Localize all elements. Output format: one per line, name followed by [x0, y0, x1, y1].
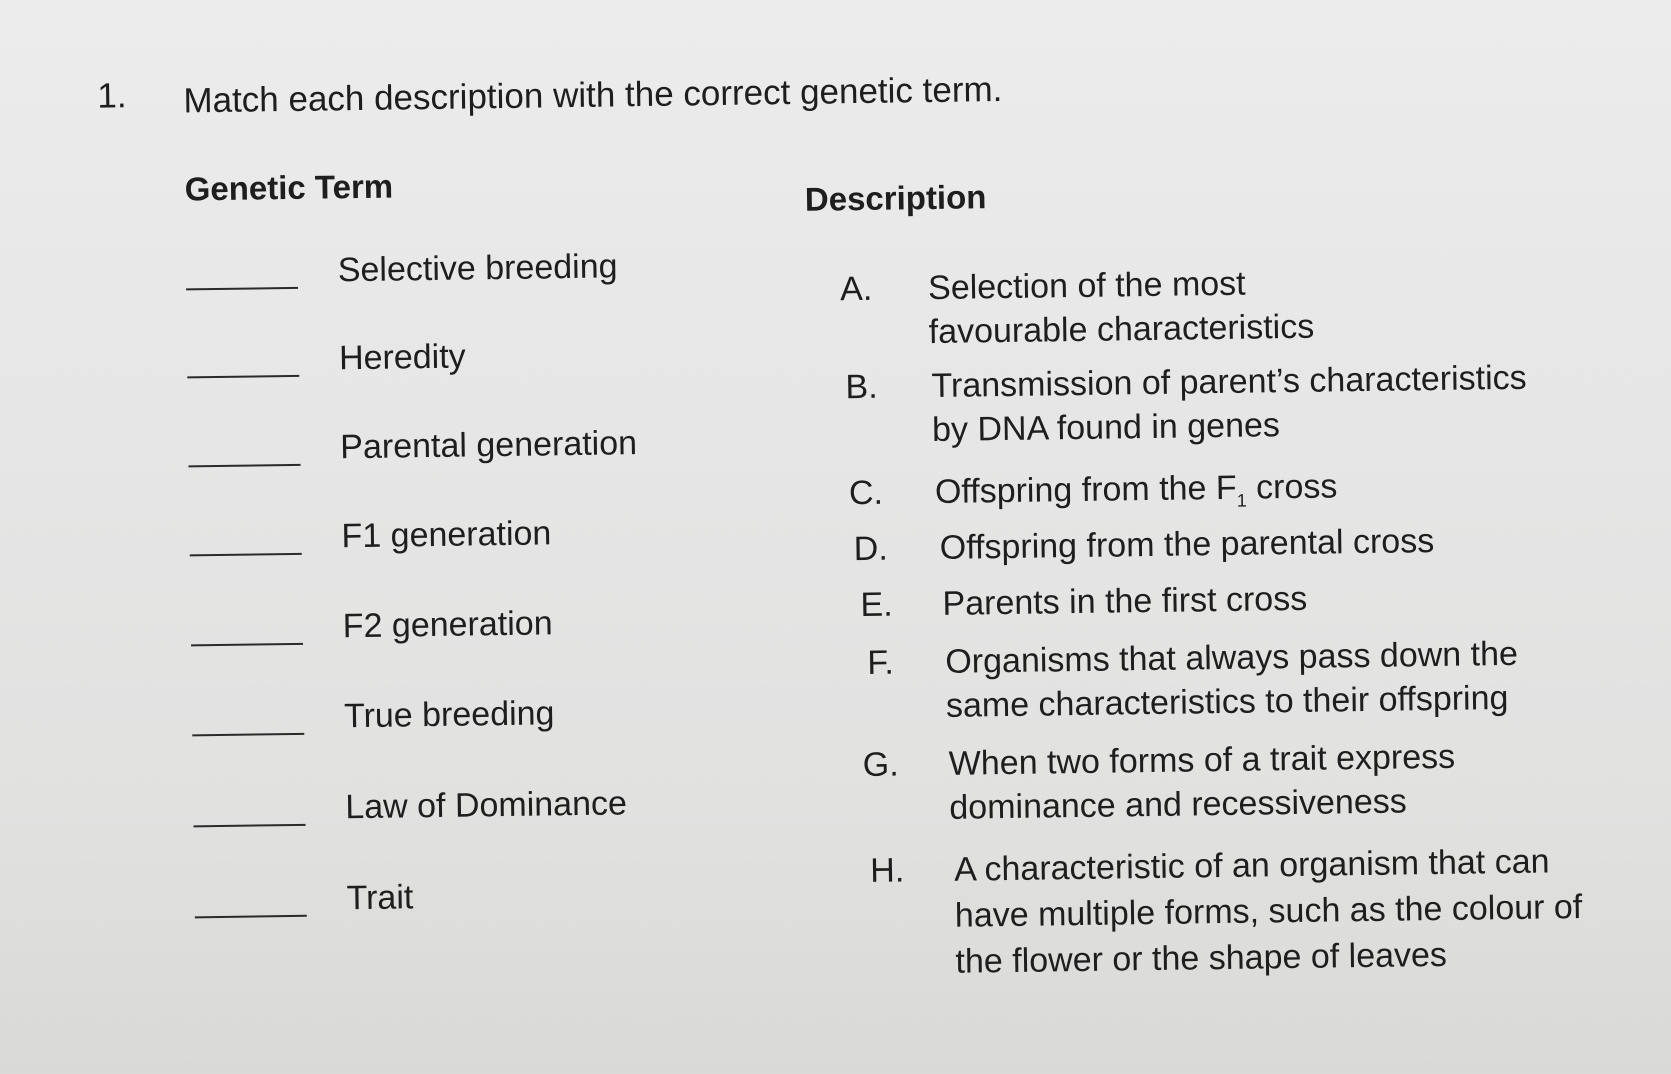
answer-blank[interactable] [191, 643, 303, 647]
description-letter: A. [839, 269, 873, 309]
term-label: True breeding [343, 694, 555, 736]
description-text: Transmission of parent’s characteristics [931, 358, 1527, 406]
description-header: Description [804, 178, 987, 218]
answer-blank[interactable] [186, 287, 298, 291]
term-label: Trait [346, 878, 414, 918]
description-text: Offspring from the $F_1$ cross [934, 467, 1338, 511]
description-text: by DNA found in genes [931, 406, 1281, 450]
term-label: Selective breeding [337, 247, 618, 290]
description-text: have multiple forms, such as the colour of [954, 887, 1583, 935]
description-text: the flower or the shape of leaves [955, 935, 1448, 981]
question-number: 1. [97, 76, 127, 116]
description-text: Selection of the most [927, 264, 1246, 308]
answer-blank[interactable] [192, 733, 304, 737]
answer-blank[interactable] [195, 915, 307, 919]
description-text: When two forms of a trait express [948, 737, 1456, 783]
description-text: same characteristics to their offspring [945, 679, 1509, 725]
answer-blank[interactable] [189, 464, 301, 468]
term-label: Heredity [338, 337, 466, 378]
term-label: F1 generation [341, 514, 552, 556]
description-letter: F. [867, 643, 895, 682]
description-text: A characteristic of an organism that can [953, 842, 1550, 889]
description-text: favourable characteristics [928, 307, 1315, 352]
description-letter: E. [860, 585, 893, 625]
description-letter: D. [853, 529, 889, 569]
genetic-term-header: Genetic Term [184, 167, 394, 208]
description-text: Offspring from the parental cross [939, 522, 1435, 567]
term-label: F2 generation [342, 604, 553, 646]
description-letter: B. [845, 367, 878, 407]
answer-blank[interactable] [187, 375, 299, 379]
question-prompt: Match each description with the correct genetic term. [183, 70, 1003, 121]
answer-blank[interactable] [194, 824, 306, 828]
description-text: dominance and recessiveness [949, 782, 1407, 827]
description-letter: C. [848, 473, 884, 513]
description-text: Parents in the first cross [942, 579, 1308, 623]
description-letter: G. [862, 745, 899, 785]
description-letter: H. [869, 851, 905, 890]
term-label: Parental generation [340, 424, 638, 467]
answer-blank[interactable] [190, 553, 302, 557]
term-label: Law of Dominance [345, 784, 628, 827]
description-text: Organisms that always pass down the [945, 634, 1519, 681]
